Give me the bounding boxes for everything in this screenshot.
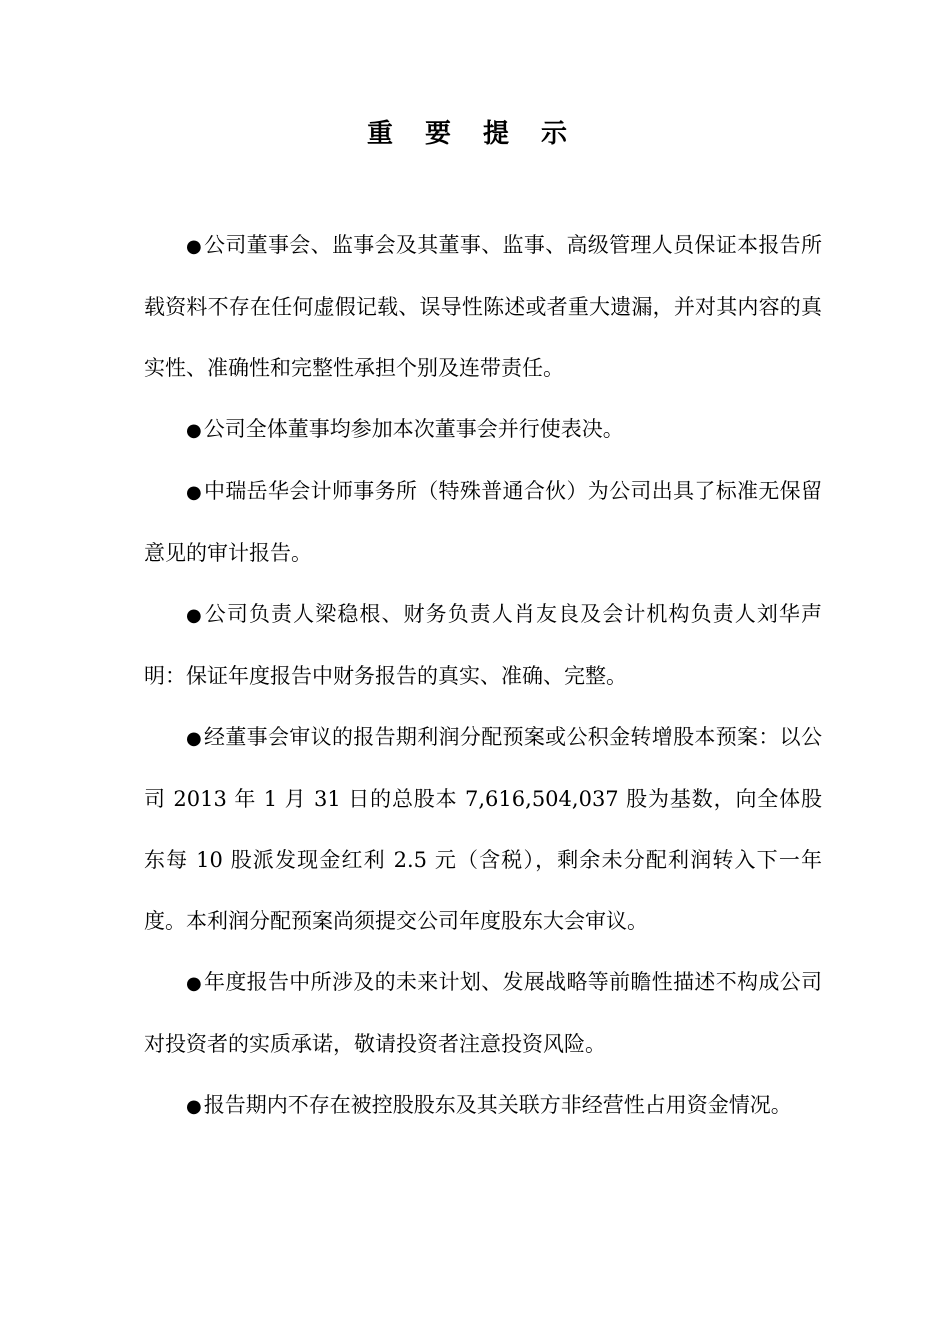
notice-paragraph xyxy=(144,584,822,707)
bullet-icon: ● xyxy=(186,236,203,257)
paragraph-text: 经董事会审议的报告期利润分配预案或公积金转增股本预案：以公司 2013 年 1 月 31 日的总股本 7,616,504,037 股为基数，向全体股东每 10 股派发现金红利 2.5 元（含税），剩余未分配利润转入下一年度。本利润分配预案尚须提交公司年度股东大会审议。 xyxy=(144,725,822,933)
paragraph-text: 公司全体董事均参加本次董事会并行使表决。 xyxy=(203,417,624,441)
notice-paragraph xyxy=(144,952,822,1075)
notice-paragraph xyxy=(144,215,822,399)
bullet-icon: ● xyxy=(186,482,203,503)
bullet-icon: ● xyxy=(186,973,203,994)
paragraph-text: 报告期内不存在被控股股东及其关联方非经营性占用资金情况。 xyxy=(203,1093,792,1117)
bullet-icon: ● xyxy=(186,605,203,626)
paragraph-text: 公司董事会、监事会及其董事、监事、高级管理人员保证本报告所载资料不存在任何虚假记载、误导性陈述或者重大遗漏，并对其内容的真实性、准确性和完整性承担个别及连带责任。 xyxy=(144,233,822,380)
paragraph-text: 年度报告中所涉及的未来计划、发展战略等前瞻性描述不构成公司对投资者的实质承诺，敬请投资者注意投资风险。 xyxy=(144,970,822,1056)
paragraph-text: 中瑞岳华会计师事务所（特殊普通合伙）为公司出具了标准无保留意见的审计报告。 xyxy=(144,479,822,565)
notice-paragraph xyxy=(144,399,822,461)
bullet-icon: ● xyxy=(186,728,203,749)
bullet-icon: ● xyxy=(186,1096,202,1117)
notice-paragraph xyxy=(144,707,822,952)
paragraph-text: 公司负责人梁稳根、财务负责人肖友良及会计机构负责人刘华声明：保证年度报告中财务报告的真实、准确、完整。 xyxy=(144,602,822,688)
notice-paragraph xyxy=(144,1075,822,1137)
bullet-icon: ● xyxy=(186,420,202,441)
page-title: 重要提示 xyxy=(366,119,599,149)
notice-paragraph xyxy=(144,461,822,584)
notice-body xyxy=(144,215,822,1137)
